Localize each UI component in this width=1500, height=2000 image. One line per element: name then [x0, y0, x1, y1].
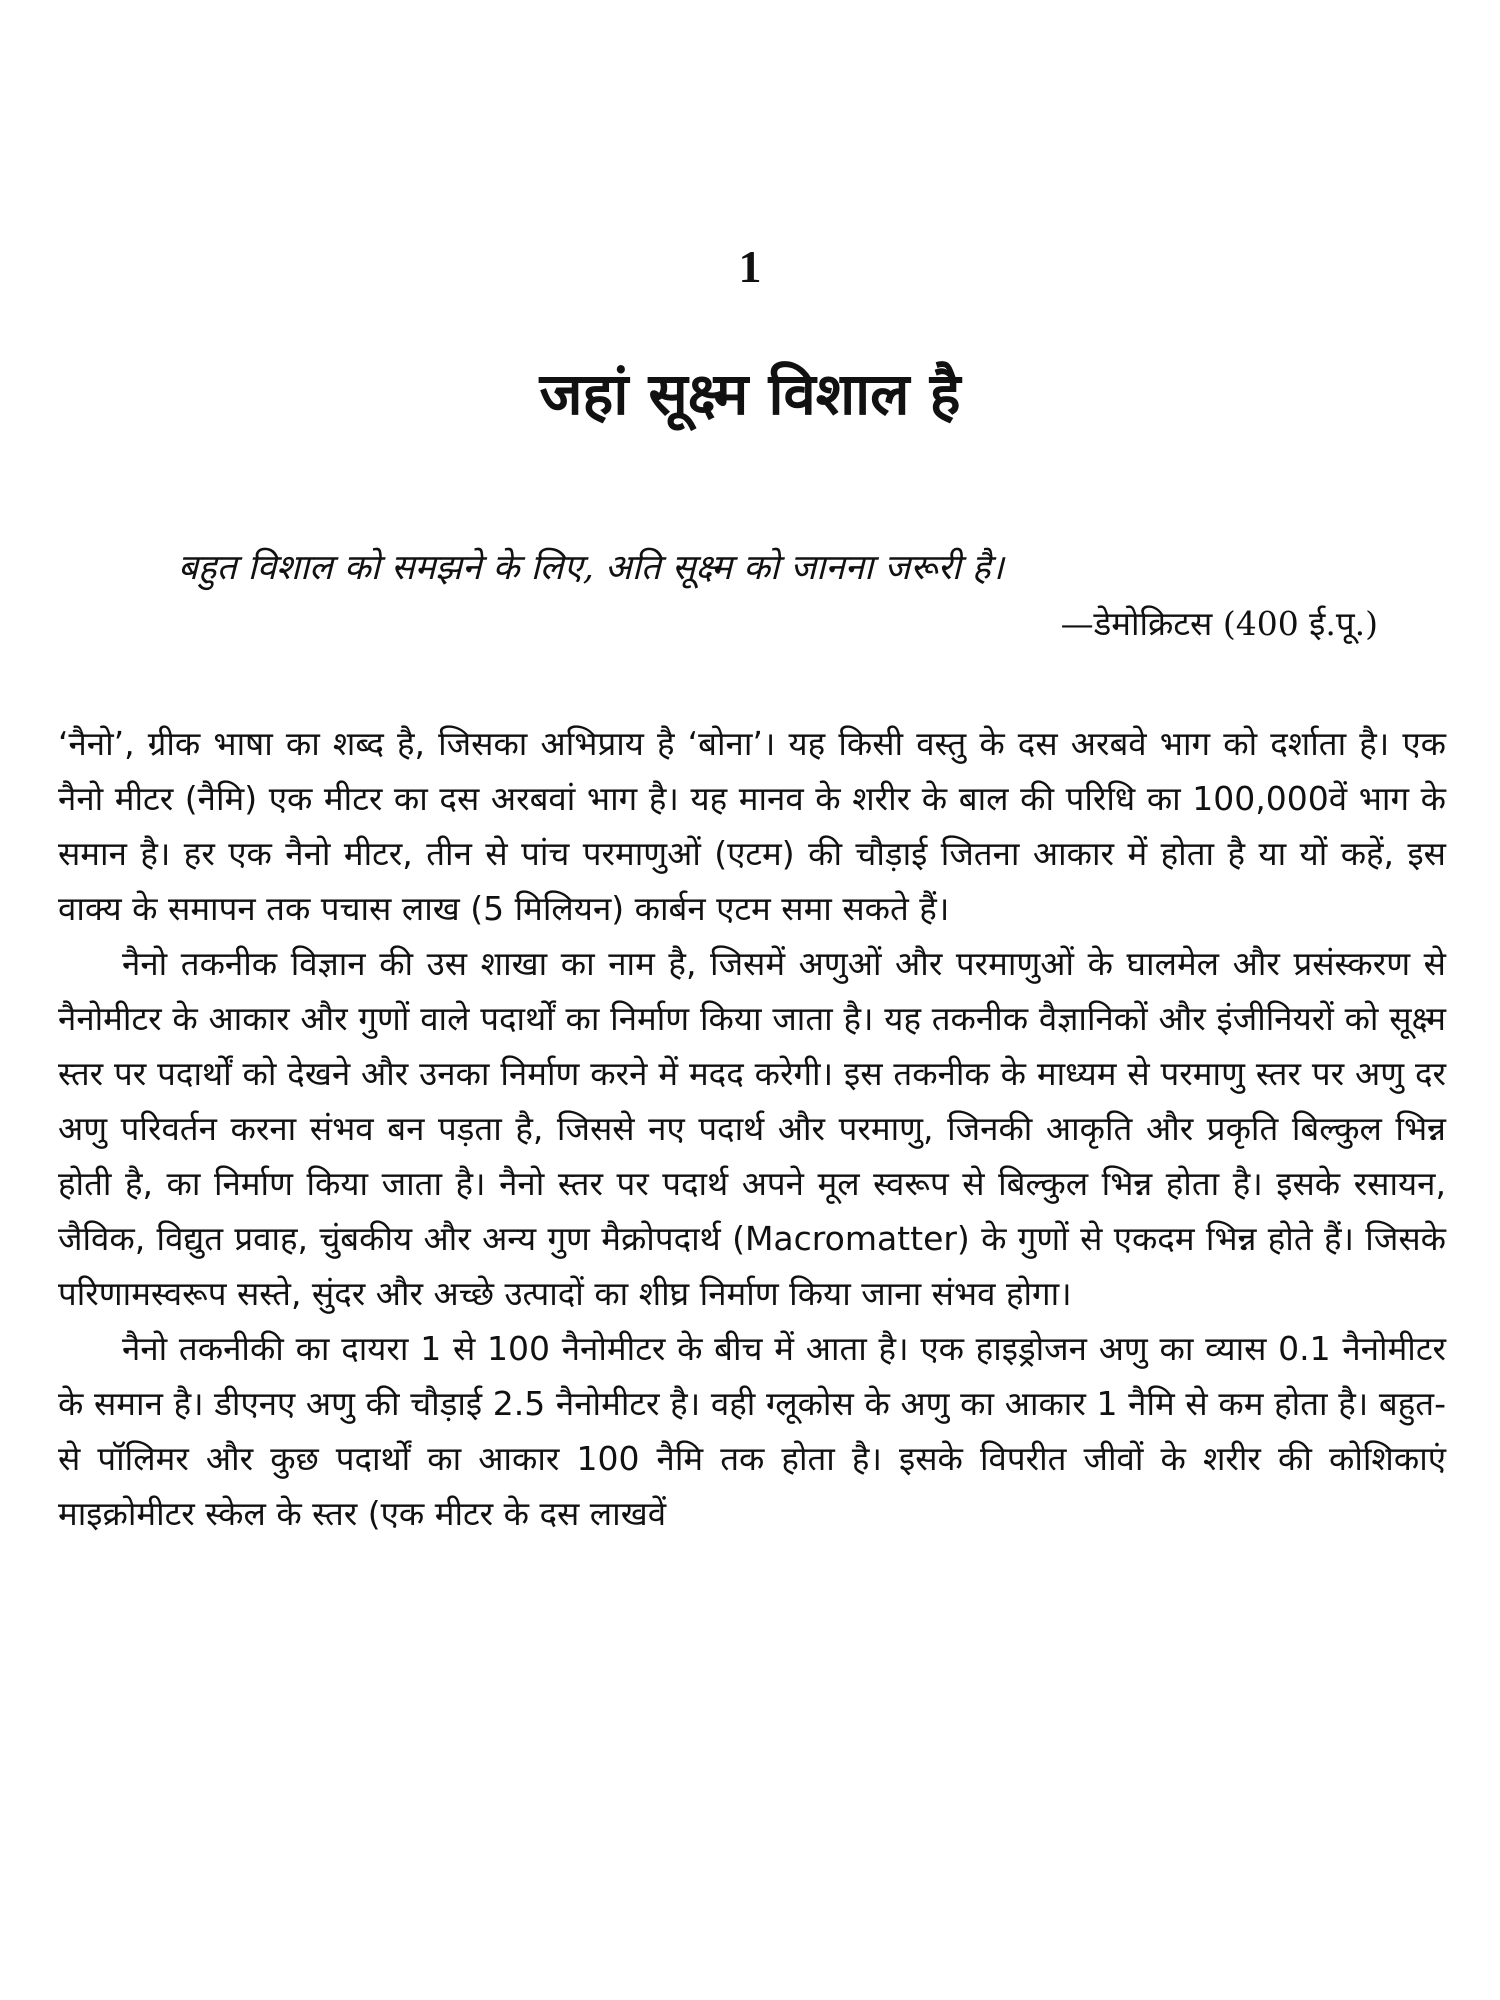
epigraph	[178, 540, 1428, 652]
paragraph-2: नैनो तकनीक विज्ञान की उस शाखा का नाम है, जिसमें अणुओं और परमाणुओं के घालमेल और प्रसंस्करण से नैनोमीटर के आकार और गुणों वाले पदार्थों का निर्माण किया जाता है। यह तकनीक वैज्ञानिकों और इंजीनियरों को सूक्ष्म स्तर पर पदार्थों को देखने और उनका निर्माण करने में मदद करेगी। इस तकनीक के माध्यम से परमाणु स्तर पर अणु दर अणु परिवर्तन करना संभव बन पड़ता है, जिससे नए पदार्थ और परमाणु, जिनकी आकृति और प्रकृति बिल्कुल भिन्न होती है, का निर्माण किया जाता है। नैनो स्तर पर पदार्थ अपने मूल स्वरूप से बिल्कुल भिन्न होता है। इसके रसायन, जैविक, विद्युत प्रवाह, चुंबकीय और अन्य गुण मैक्रोपदार्थ (Macromatter) के गुणों से एकदम भिन्न होते हैं। जिसके परिणामस्वरूप सस्ते, सुंदर और अच्छे उत्पादों का शीघ्र निर्माण किया जाना संभव होगा।	[58, 944, 1446, 1313]
chapter-number: 1	[738, 241, 762, 292]
body-text	[58, 716, 1446, 1541]
paragraph-3: नैनो तकनीकी का दायरा 1 से 100 नैनोमीटर के बीच में आता है। एक हाइड्रोजन अणु का व्यास 0.1 नैनोमीटर के समान है। डीएनए अणु की चौड़ाई 2.5 नैनोमीटर है। वही ग्लूकोस के अणु का आकार 1 नैमि से कम होता है। बहुत-से पॉलिमर और कुछ पदार्थों का आकार 100 नैमि तक होता है। इसके विपरीत जीवों के शरीर की कोशिकाएं माइक्रोमीटर स्केल के स्तर (एक मीटर के दस लाखवें	[58, 1329, 1446, 1533]
paragraph-1: ‘नैनो’, ग्रीक भाषा का शब्द है, जिसका अभिप्राय है ‘बोना’। यह किसी वस्तु के दस अरबवे भाग को दर्शाता है। एक नैनो मीटर (नैमि) एक मीटर का दस अरबवां भाग है। यह मानव के शरीर के बाल की परिधि का 100,000वें भाग के समान है। हर एक नैनो मीटर, तीन से पांच परमाणुओं (एटम) की चौड़ाई जितना आकार में होता है या यों कहें, इस वाक्य के समापन तक पचास लाख (5 मिलियन) कार्बन एटम समा सकते हैं।	[58, 724, 1446, 928]
epigraph-quote: बहुत विशाल को समझने के लिए, अति सूक्ष्म को जानना जरूरी है।	[178, 548, 1004, 588]
epigraph-author: —डेमोक्रिटस (400 ई.पू.)	[1060, 604, 1378, 643]
chapter-title: जहां सूक्ष्म विशाल है	[539, 360, 961, 428]
